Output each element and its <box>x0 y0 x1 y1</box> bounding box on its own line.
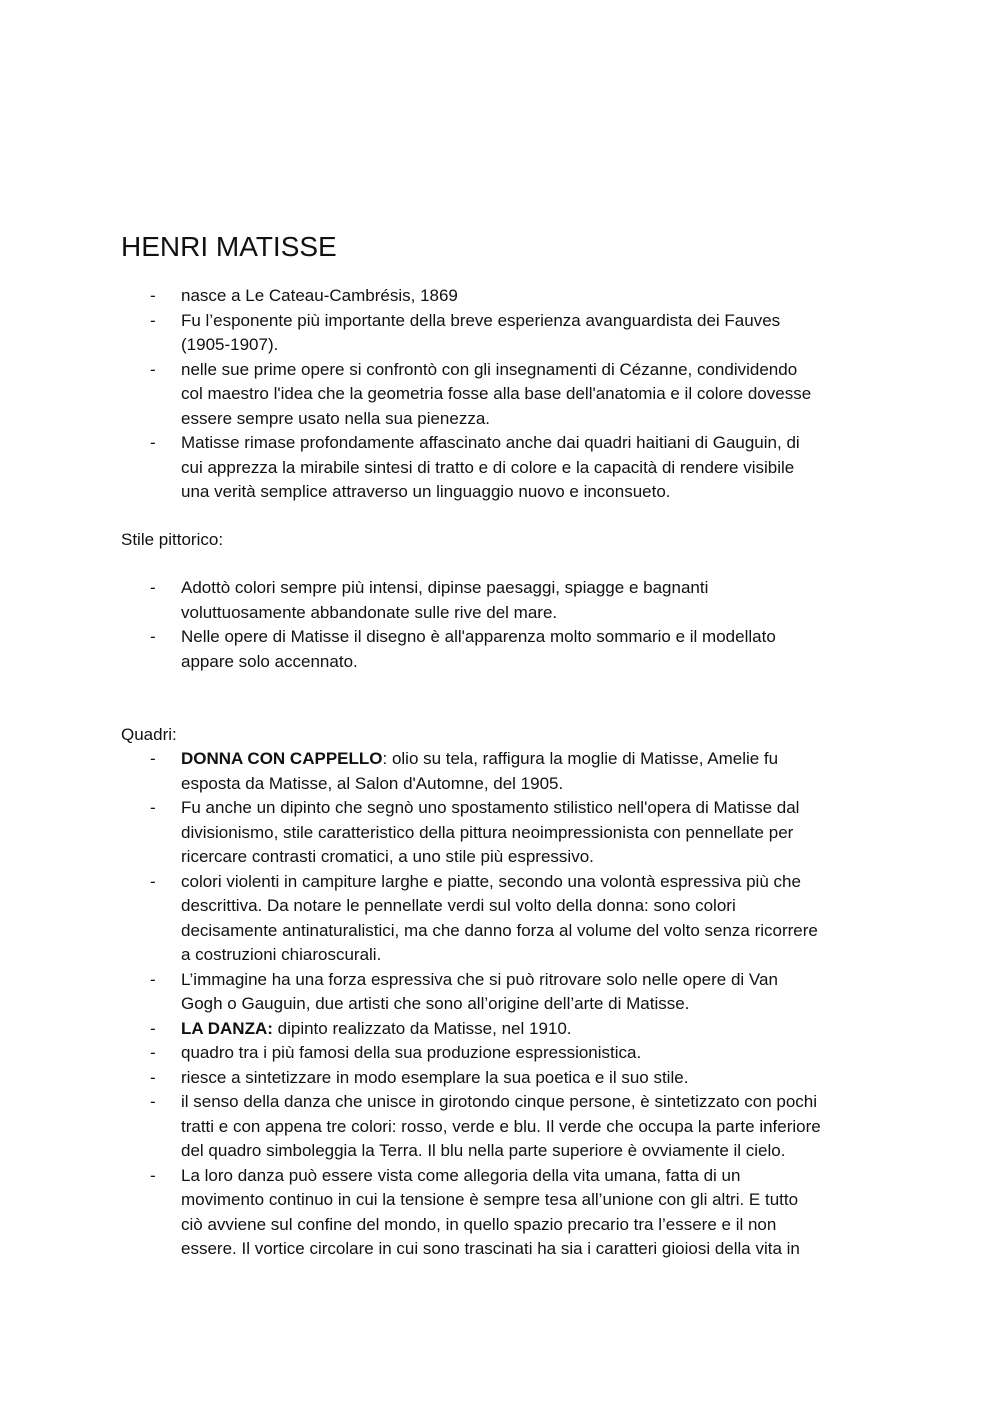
dash-bullet: - <box>150 1043 156 1062</box>
dash-bullet: - <box>150 1067 156 1087</box>
works-heading: Quadri: <box>121 725 177 744</box>
list-item-line: riesce a sintetizzare in modo esemplare la sua poetica e il suo stile. <box>181 1067 689 1087</box>
list-item-line: una verità semplice attraverso un linguaggio nuovo e inconsueto. <box>181 482 671 501</box>
list-item <box>0 870 881 968</box>
list-item <box>0 576 881 625</box>
list-item-line: movimento continuo in cui la tensione è sempre tesa all’unione con gli altri. E tutto <box>181 1190 799 1209</box>
dash-bullet: - <box>150 1018 156 1038</box>
dash-bullet: - <box>150 969 156 989</box>
work-title-donna: DONNA CON CAPPELLO <box>181 749 383 768</box>
style-heading: Stile pittorico: <box>121 530 224 549</box>
dash-bullet: - <box>150 578 156 597</box>
list-item <box>0 1164 881 1262</box>
list-item-line: il senso della danza che unisce in girotondo cinque persone, è sintetizzato con pochi <box>181 1092 818 1111</box>
list-item-line: tratti e con appena tre colori: rosso, verde e blu. Il verde che occupa la parte inferiore <box>181 1116 821 1136</box>
list-item <box>0 747 881 796</box>
dash-bullet: - <box>150 1165 156 1185</box>
list-item-line: quadro tra i più famosi della sua produzione espressionistica. <box>181 1043 642 1062</box>
list-item-line: decisamente antinaturalistici, ma che danno forza al volume del volto senza ricorrere <box>181 920 818 940</box>
list-item-line: Gogh o Gauguin, due artisti che sono all’origine dell’arte di Matisse. <box>181 994 690 1013</box>
list-item <box>0 1017 881 1042</box>
list-item-line <box>181 1017 881 1042</box>
dash-bullet: - <box>150 310 156 330</box>
list-item <box>0 796 881 870</box>
dash-bullet: - <box>150 359 156 379</box>
work-desc-danza: dipinto realizzato da Matisse, nel 1910. <box>272 1018 572 1038</box>
dash-bullet: - <box>150 433 156 452</box>
work-title-danza: LA DANZA: <box>181 1018 273 1038</box>
page-title: HENRI MATISSE <box>121 231 337 262</box>
list-item <box>0 1090 881 1164</box>
list-item-line: cui apprezza la mirabile sintesi di tratto e di colore e la capacità di rendere visibile <box>181 457 795 477</box>
list-item-line: del quadro simboleggia la Terra. Il blu nella parte superiore è ovviamente il cielo. <box>181 1141 786 1160</box>
dash-bullet: - <box>150 1092 156 1111</box>
dash-bullet: - <box>150 749 156 768</box>
list-item <box>0 1066 881 1091</box>
bio-list <box>0 284 881 505</box>
list-item-line: essere. Il vortice circolare in cui sono trascinati ha sia i caratteri gioiosi della vita in <box>181 1239 800 1258</box>
list-item-line: colori violenti in campiture larghe e piatte, secondo una volontà espressiva più che <box>181 871 801 891</box>
dash-bullet: - <box>150 871 156 891</box>
work-desc-donna: : olio su tela, raffigura la moglie di Matisse, Amelie fu <box>382 749 779 768</box>
list-item <box>0 309 881 358</box>
list-item-line: Nelle opere di Matisse il disegno è all'apparenza molto sommario e il modellato <box>181 627 776 646</box>
list-item-line: Fu anche un dipinto che segnò uno spostamento stilistico nell'opera di Matisse dal <box>181 798 800 817</box>
list-item-line: essere sempre usato nella sua pienezza. <box>181 408 491 428</box>
list-item-line: ricercare contrasti cromatici, a uno stile più espressivo. <box>181 847 594 866</box>
list-item <box>0 968 881 1017</box>
list-item <box>0 1041 881 1066</box>
dash-bullet: - <box>150 627 156 646</box>
list-item-line: descrittiva. Da notare le pennellate verdi sul volto della donna: sono colori <box>181 896 736 915</box>
list-item-line: col maestro l'idea che la geometria fosse alla base dell'anatomia e il colore dovesse <box>181 384 812 403</box>
list-item-line: Adottò colori sempre più intensi, dipinse paesaggi, spiagge e bagnanti <box>181 578 709 597</box>
list-item-line: Matisse rimase profondamente affascinato anche dai quadri haitiani di Gauguin, di <box>181 433 800 452</box>
style-list <box>0 576 881 674</box>
list-item-line: esposta da Matisse, al Salon d'Automne, del 1905. <box>181 773 564 793</box>
dash-bullet: - <box>150 798 156 817</box>
list-item-line: nelle sue prime opere si confrontò con gli insegnamenti di Cézanne, condividendo <box>181 359 798 379</box>
list-item-line: voluttuosamente abbandonate sulle rive del mare. <box>181 602 558 622</box>
list-item-line: (1905-1907). <box>181 335 279 354</box>
list-item-line: L’immagine ha una forza espressiva che si può ritrovare solo nelle opere di Van <box>181 969 778 989</box>
list-item-line: a costruzioni chiaroscurali. <box>181 945 382 964</box>
list-item-line: ciò avviene sul confine del mondo, in quello spazio precario tra l’essere e il non <box>181 1214 777 1234</box>
list-item <box>0 358 881 432</box>
dash-bullet: - <box>150 286 156 305</box>
list-item <box>0 431 881 505</box>
list-item-line <box>181 747 881 772</box>
list-item-line: divisionismo, stile caratteristico della pittura neoimpressionista con pennellate per <box>181 822 794 842</box>
list-item <box>0 284 881 309</box>
list-item-line: appare solo accennato. <box>181 651 358 671</box>
list-item-line: Fu l’esponente più importante della breve esperienza avanguardista dei Fauves <box>181 310 781 330</box>
list-item-line: nasce a Le Cateau-Cambrésis, 1869 <box>181 286 458 305</box>
works-list <box>0 747 881 1262</box>
list-item-line: La loro danza può essere vista come allegoria della vita umana, fatta di un <box>181 1165 741 1185</box>
list-item <box>0 625 881 674</box>
